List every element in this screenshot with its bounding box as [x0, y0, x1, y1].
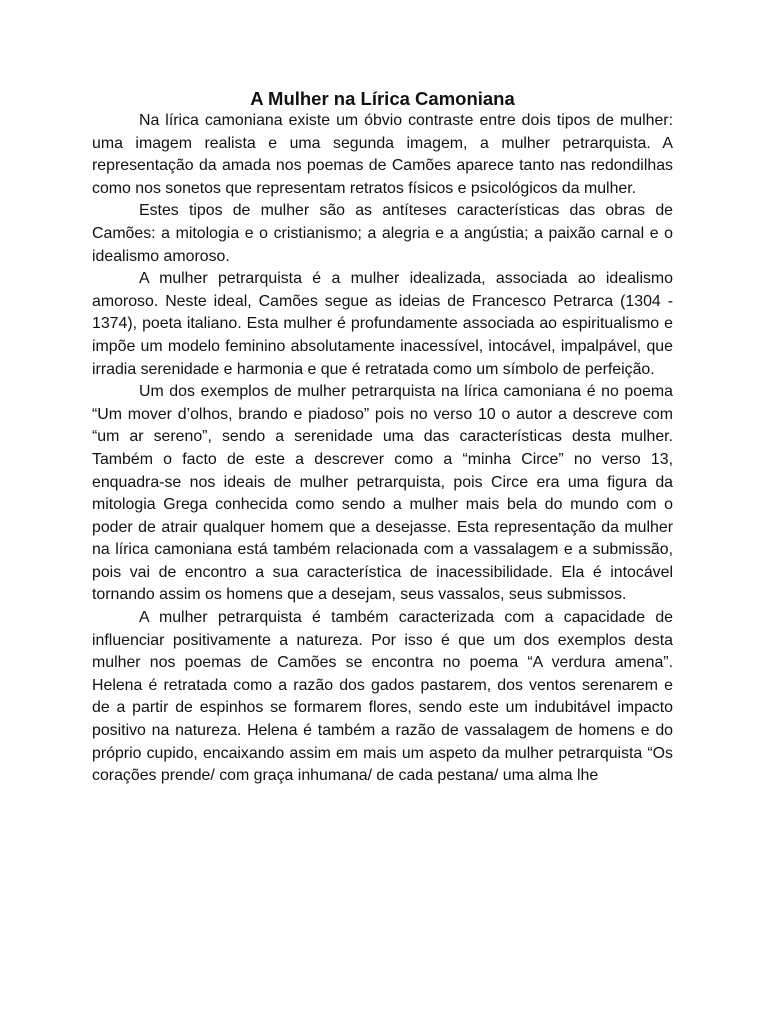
paragraph-4: Um dos exemplos de mulher petrarquista na lírica camoniana é no poema “Um mover d’olhos, brando e piadoso” pois no verso 10 o autor a descreve com “um ar sereno”, sendo a serenidade uma das características desta mulher. Também o facto de este a descrever como a “minha Circe” no verso 13, enquadra-se nos ideais de mulher petrarquista, pois Circe era uma figura da mitologia Grega conhecida como sendo a mulher mais bela do mundo com o poder de atrair qualquer homem que a desejasse. Esta representação da mulher na lírica camoniana está também relacionada com a vassalagem e a submissão, pois vai de encontro a sua característica de inacessibilidade. Ela é intocável tornando assim os homens que a desejam, seus vassalos, seus submissos. — [92, 383, 673, 604]
paragraph-5: A mulher petrarquista é também caracterizada com a capacidade de influenciar positivamente a natureza. Por isso é que um dos exemplos desta mulher nos poemas de Camões se encontra no poema “A verdura amena”. Helena é retratada como a razão dos gados pastarem, dos ventos serenarem e de a partir de espinhos se formarem flores, sendo este um indubitável impacto positivo na natureza. Helena é também a razão de vassalagem de homens e do próprio cupido, encaixando assim em mais um aspeto da mulher petrarquista “Os corações prende/ com graça inhumana/ de cada pestana/ uma alma lhe — [92, 609, 673, 785]
paragraph-1: Na lírica camoniana existe um óbvio contraste entre dois tipos de mulher: uma imagem realista e uma segunda imagem, a mulher petrarquista. A representação da amada nos poemas de Camões aparece tanto nas redondilhas como nos sonetos que representam retratos físicos e psicológicos da mulher. — [92, 112, 673, 197]
paragraph-2: Estes tipos de mulher são as antíteses características das obras de Camões: a mitologia e o cristianismo; a alegria e a angústia; a paixão carnal e o idealismo amoroso. — [92, 202, 673, 265]
document-page — [92, 88, 673, 788]
paragraph-3: A mulher petrarquista é a mulher idealizada, associada ao idealismo amoroso. Neste ideal, Camões segue as ideias de Francesco Petrarca (1304 - 1374), poeta italiano. Esta mulher é profundamente associada ao espiritualismo e impõe um modelo feminino absolutamente inacessível, intocável, impalpável, que irradia serenidade e harmonia e que é retratada como um símbolo de perfeição. — [92, 270, 673, 378]
document-title: A Mulher na Lírica Camoniana — [250, 88, 515, 109]
